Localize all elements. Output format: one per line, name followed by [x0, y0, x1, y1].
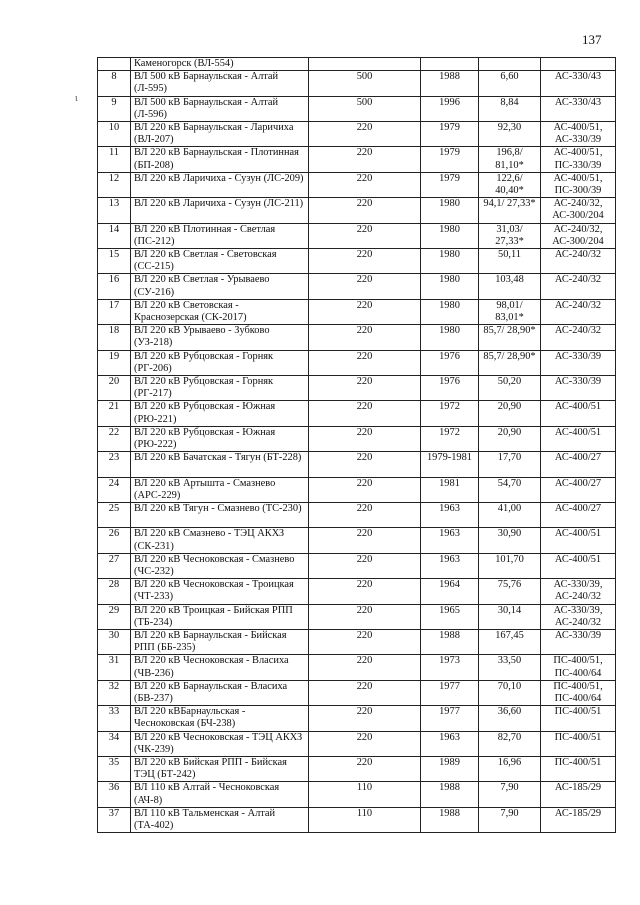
table-row — [98, 553, 616, 578]
cell-voltage: 220 — [309, 147, 421, 172]
cell-voltage: 220 — [309, 553, 421, 578]
cell-voltage: 220 — [309, 376, 421, 401]
cell-length: 54,70 — [479, 477, 541, 502]
table-row — [98, 274, 616, 299]
table-row — [98, 96, 616, 121]
cell-num: 21 — [98, 401, 131, 426]
cell-name: ВЛ 500 кВ Барнаульская - Алтай (Л-596) — [131, 96, 309, 121]
cell-voltage: 220 — [309, 452, 421, 477]
cell-length: 20,90 — [479, 426, 541, 451]
cell-num: 18 — [98, 325, 131, 350]
cell-name: ВЛ 220 кВ Барнаульская - Ларичиха (ВЛ-207) — [131, 122, 309, 147]
cell-name: ВЛ 220 кВ Рубцовская - Южная (РЮ-221) — [131, 401, 309, 426]
cell-name: ВЛ 220 кВ Светлая - Урываево (СУ-216) — [131, 274, 309, 299]
cell-num: 28 — [98, 579, 131, 604]
cell-year: 1972 — [421, 426, 479, 451]
cell-year: 1964 — [421, 579, 479, 604]
cell-year: 1988 — [421, 629, 479, 654]
cell-wire: АС-330/39 — [541, 629, 616, 654]
cell-length: 17,70 — [479, 452, 541, 477]
cell-length: 167,45 — [479, 629, 541, 654]
cell-num: 35 — [98, 756, 131, 781]
cell-wire: АС-240/32, АС-300/204 — [541, 198, 616, 223]
cell-year: 1979-1981 — [421, 452, 479, 477]
cell-voltage: 220 — [309, 299, 421, 324]
cell-voltage: 220 — [309, 274, 421, 299]
cell-length: 50,11 — [479, 249, 541, 274]
cell-num: 34 — [98, 731, 131, 756]
cell-wire: АС-400/51, ПС-330/39 — [541, 147, 616, 172]
cell-name: ВЛ 220 кВ Тягун - Смазнево (ТС-230) — [131, 503, 309, 528]
cell-wire: АС-240/32, АС-300/204 — [541, 223, 616, 248]
table-row — [98, 782, 616, 807]
table-row — [98, 680, 616, 705]
cell-year: 1979 — [421, 147, 479, 172]
cell-name: Каменогорск (ВЛ-554) — [131, 58, 309, 71]
cell-year: 1980 — [421, 299, 479, 324]
table-row — [98, 249, 616, 274]
cell-wire: АС-240/32 — [541, 325, 616, 350]
cell-voltage: 220 — [309, 629, 421, 654]
table-row — [98, 122, 616, 147]
cell-voltage: 500 — [309, 71, 421, 96]
cell-voltage: 220 — [309, 680, 421, 705]
table-row — [98, 350, 616, 375]
cell-name: ВЛ 220 кВ Урываево - Зубково (УЗ-218) — [131, 325, 309, 350]
cell-length: 20,90 — [479, 401, 541, 426]
cell-num: 19 — [98, 350, 131, 375]
cell-name: ВЛ 220 кВ Световская - Краснозерская (СК-2017) — [131, 299, 309, 324]
cell-voltage: 220 — [309, 503, 421, 528]
table-row — [98, 807, 616, 832]
cell-wire: АС-330/39, АС-240/32 — [541, 604, 616, 629]
cell-voltage: 220 — [309, 223, 421, 248]
cell-length: 16,96 — [479, 756, 541, 781]
cell-year: 1988 — [421, 782, 479, 807]
cell-num: 14 — [98, 223, 131, 248]
cell-year: 1976 — [421, 350, 479, 375]
cell-length: 30,14 — [479, 604, 541, 629]
table-row-continuation — [98, 58, 616, 71]
cell-wire: АС-400/27 — [541, 477, 616, 502]
table-row — [98, 756, 616, 781]
table-row — [98, 731, 616, 756]
cell-year: 1977 — [421, 706, 479, 731]
cell-num: 27 — [98, 553, 131, 578]
cell-voltage: 220 — [309, 172, 421, 197]
cell-wire: АС-330/43 — [541, 71, 616, 96]
table-row — [98, 503, 616, 528]
table-row — [98, 604, 616, 629]
table-row — [98, 706, 616, 731]
cell-year: 1979 — [421, 122, 479, 147]
cell-name: ВЛ 220 кВ Чесноковская - Смазнево (ЧС-232) — [131, 553, 309, 578]
cell-voltage: 220 — [309, 122, 421, 147]
table-row — [98, 629, 616, 654]
page-number: 137 — [582, 32, 602, 47]
cell-length: 31,03/ 27,33* — [479, 223, 541, 248]
table-row — [98, 198, 616, 223]
cell-year: 1965 — [421, 604, 479, 629]
cell-year: 1963 — [421, 553, 479, 578]
cell-voltage: 110 — [309, 807, 421, 832]
cell-length: 103,48 — [479, 274, 541, 299]
cell-length: 30,90 — [479, 528, 541, 553]
cell-wire: АС-330/39 — [541, 350, 616, 375]
cell-name: ВЛ 110 кВ Алтай - Чесноковская (АЧ-8) — [131, 782, 309, 807]
cell-length: 101,70 — [479, 553, 541, 578]
table-row — [98, 426, 616, 451]
cell-year: 1980 — [421, 274, 479, 299]
cell-num: 33 — [98, 706, 131, 731]
table-row — [98, 528, 616, 553]
cell-year: 1973 — [421, 655, 479, 680]
cell-year: 1972 — [421, 401, 479, 426]
cell-name: ВЛ 220 кВ Чесноковская - ТЭЦ АКХЗ (ЧК-239) — [131, 731, 309, 756]
cell-year: 1996 — [421, 96, 479, 121]
cell-voltage: 110 — [309, 782, 421, 807]
cell-wire: АС-400/27 — [541, 452, 616, 477]
cell-year: 1988 — [421, 71, 479, 96]
cell-wire: ПС-400/51, ПС-400/64 — [541, 680, 616, 705]
cell-wire: АС-400/27 — [541, 503, 616, 528]
cell-wire: АС-400/51, АС-330/39 — [541, 122, 616, 147]
cell-name: ВЛ 220 кВ Бийская РПП - Бийская ТЭЦ (БТ-242) — [131, 756, 309, 781]
cell-year: 1963 — [421, 503, 479, 528]
cell-length: 6,60 — [479, 71, 541, 96]
cell-num: 32 — [98, 680, 131, 705]
table-row — [98, 71, 616, 96]
cell-name: ВЛ 220 кВ Рубцовская - Горняк (РГ-206) — [131, 350, 309, 375]
table-row — [98, 325, 616, 350]
cell-year: 1977 — [421, 680, 479, 705]
cell-num: 9 — [98, 96, 131, 121]
cell-num: 12 — [98, 172, 131, 197]
cell-name: ВЛ 220 кВ Чесноковская - Троицкая (ЧТ-233) — [131, 579, 309, 604]
cell-wire: ПС-400/51 — [541, 706, 616, 731]
cell-length: 33,50 — [479, 655, 541, 680]
cell-num: 16 — [98, 274, 131, 299]
cell-name: ВЛ 220 кВ Смазнево - ТЭЦ АКХЗ (СК-231) — [131, 528, 309, 553]
cell-name: ВЛ 220 кВ Ларичиха - Сузун (ЛС-211) — [131, 198, 309, 223]
cell-num: 25 — [98, 503, 131, 528]
cell-name: ВЛ 500 кВ Барнаульская - Алтай (Л-595) — [131, 71, 309, 96]
cell-wire: АС-330/39, АС-240/32 — [541, 579, 616, 604]
cell-length: 75,76 — [479, 579, 541, 604]
cell-year: 1980 — [421, 249, 479, 274]
cell-wire — [541, 58, 616, 71]
cell-name: ВЛ 220 кВ Светлая - Световская (СС-215) — [131, 249, 309, 274]
cell-name: ВЛ 220 кВ Барнаульская - Плотинная (БП-208) — [131, 147, 309, 172]
cell-voltage — [309, 58, 421, 71]
cell-year: 1963 — [421, 528, 479, 553]
cell-length: 41,00 — [479, 503, 541, 528]
table-row — [98, 579, 616, 604]
cell-num: 11 — [98, 147, 131, 172]
cell-name: ВЛ 220 кВ Ларичиха - Сузун (ЛС-209) — [131, 172, 309, 197]
cell-num: 29 — [98, 604, 131, 629]
cell-voltage: 220 — [309, 528, 421, 553]
cell-num: 36 — [98, 782, 131, 807]
cell-voltage: 220 — [309, 249, 421, 274]
table-row — [98, 401, 616, 426]
cell-length: 82,70 — [479, 731, 541, 756]
cell-wire: АС-240/32 — [541, 274, 616, 299]
cell-num: 15 — [98, 249, 131, 274]
cell-length: 70,10 — [479, 680, 541, 705]
table-row — [98, 477, 616, 502]
cell-name: ВЛ 220 кВ Барнаульская - Власиха (БВ-237) — [131, 680, 309, 705]
cell-voltage: 220 — [309, 731, 421, 756]
cell-name: ВЛ 220 кВ Рубцовская - Горняк (РГ-217) — [131, 376, 309, 401]
cell-length: 8,84 — [479, 96, 541, 121]
cell-num: 22 — [98, 426, 131, 451]
cell-length — [479, 58, 541, 71]
table-row — [98, 299, 616, 324]
cell-wire: АС-330/43 — [541, 96, 616, 121]
cell-name: ВЛ 220 кВБарнаульская - Чесноковская (БЧ-238) — [131, 706, 309, 731]
cell-voltage: 220 — [309, 325, 421, 350]
cell-voltage: 220 — [309, 198, 421, 223]
cell-wire: ПС-400/51 — [541, 731, 616, 756]
table-row — [98, 172, 616, 197]
cell-length: 7,90 — [479, 807, 541, 832]
margin-mark: ι — [75, 93, 78, 104]
table-row — [98, 452, 616, 477]
table-body — [98, 58, 616, 833]
cell-wire: АС-400/51 — [541, 528, 616, 553]
table-row — [98, 376, 616, 401]
cell-length: 122,6/ 40,40* — [479, 172, 541, 197]
cell-num: 10 — [98, 122, 131, 147]
cell-name: ВЛ 110 кВ Тальменская - Алтай (ТА-402) — [131, 807, 309, 832]
cell-year: 1980 — [421, 198, 479, 223]
cell-voltage: 220 — [309, 477, 421, 502]
cell-year: 1979 — [421, 172, 479, 197]
cell-length: 36,60 — [479, 706, 541, 731]
cell-wire: АС-185/29 — [541, 807, 616, 832]
cell-year: 1988 — [421, 807, 479, 832]
cell-name: ВЛ 220 кВ Плотинная - Светлая (ПС-212) — [131, 223, 309, 248]
cell-wire: АС-185/29 — [541, 782, 616, 807]
cell-year: 1981 — [421, 477, 479, 502]
cell-name: ВЛ 220 кВ Рубцовская - Южная (РЮ-222) — [131, 426, 309, 451]
cell-wire: АС-240/32 — [541, 299, 616, 324]
cell-name: ВЛ 220 кВ Бачатская - Тягун (БТ-228) — [131, 452, 309, 477]
cell-length: 94,1/ 27,33* — [479, 198, 541, 223]
cell-voltage: 220 — [309, 756, 421, 781]
cell-num: 31 — [98, 655, 131, 680]
cell-year — [421, 58, 479, 71]
cell-num: 17 — [98, 299, 131, 324]
cell-year: 1980 — [421, 325, 479, 350]
cell-num: 26 — [98, 528, 131, 553]
cell-num: 8 — [98, 71, 131, 96]
table-row — [98, 147, 616, 172]
cell-year: 1963 — [421, 731, 479, 756]
cell-wire: АС-330/39 — [541, 376, 616, 401]
table-row — [98, 223, 616, 248]
cell-wire: ПС-400/51, ПС-400/64 — [541, 655, 616, 680]
cell-name: ВЛ 220 кВ Чесноковская - Власиха (ЧВ-236) — [131, 655, 309, 680]
power-lines-table — [97, 57, 616, 833]
cell-wire: АС-240/32 — [541, 249, 616, 274]
cell-length: 98,01/ 83,01* — [479, 299, 541, 324]
cell-length: 85,7/ 28,90* — [479, 350, 541, 375]
cell-num: 20 — [98, 376, 131, 401]
cell-num: 30 — [98, 629, 131, 654]
cell-voltage: 220 — [309, 350, 421, 375]
cell-voltage: 220 — [309, 401, 421, 426]
table-row — [98, 655, 616, 680]
cell-num: 37 — [98, 807, 131, 832]
cell-length: 85,7/ 28,90* — [479, 325, 541, 350]
cell-voltage: 220 — [309, 706, 421, 731]
cell-name: ВЛ 220 кВ Барнаульская - Бийская РПП (ББ-235) — [131, 629, 309, 654]
cell-name: ВЛ 220 кВ Артышта - Смазнево (АРС-229) — [131, 477, 309, 502]
cell-voltage: 220 — [309, 426, 421, 451]
cell-year: 1976 — [421, 376, 479, 401]
cell-num: 13 — [98, 198, 131, 223]
cell-num: 24 — [98, 477, 131, 502]
cell-length: 7,90 — [479, 782, 541, 807]
cell-wire: АС-400/51 — [541, 426, 616, 451]
cell-wire: АС-400/51, ПС-300/39 — [541, 172, 616, 197]
cell-voltage: 220 — [309, 655, 421, 680]
cell-wire: ПС-400/51 — [541, 756, 616, 781]
cell-year: 1980 — [421, 223, 479, 248]
cell-num — [98, 58, 131, 71]
cell-length: 92,30 — [479, 122, 541, 147]
cell-year: 1989 — [421, 756, 479, 781]
cell-wire: АС-400/51 — [541, 401, 616, 426]
cell-wire: АС-400/51 — [541, 553, 616, 578]
cell-name: ВЛ 220 кВ Троицкая - Бийская РПП (ТБ-234) — [131, 604, 309, 629]
cell-voltage: 500 — [309, 96, 421, 121]
cell-length: 196,8/ 81,10* — [479, 147, 541, 172]
cell-voltage: 220 — [309, 579, 421, 604]
cell-voltage: 220 — [309, 604, 421, 629]
cell-num: 23 — [98, 452, 131, 477]
cell-length: 50,20 — [479, 376, 541, 401]
